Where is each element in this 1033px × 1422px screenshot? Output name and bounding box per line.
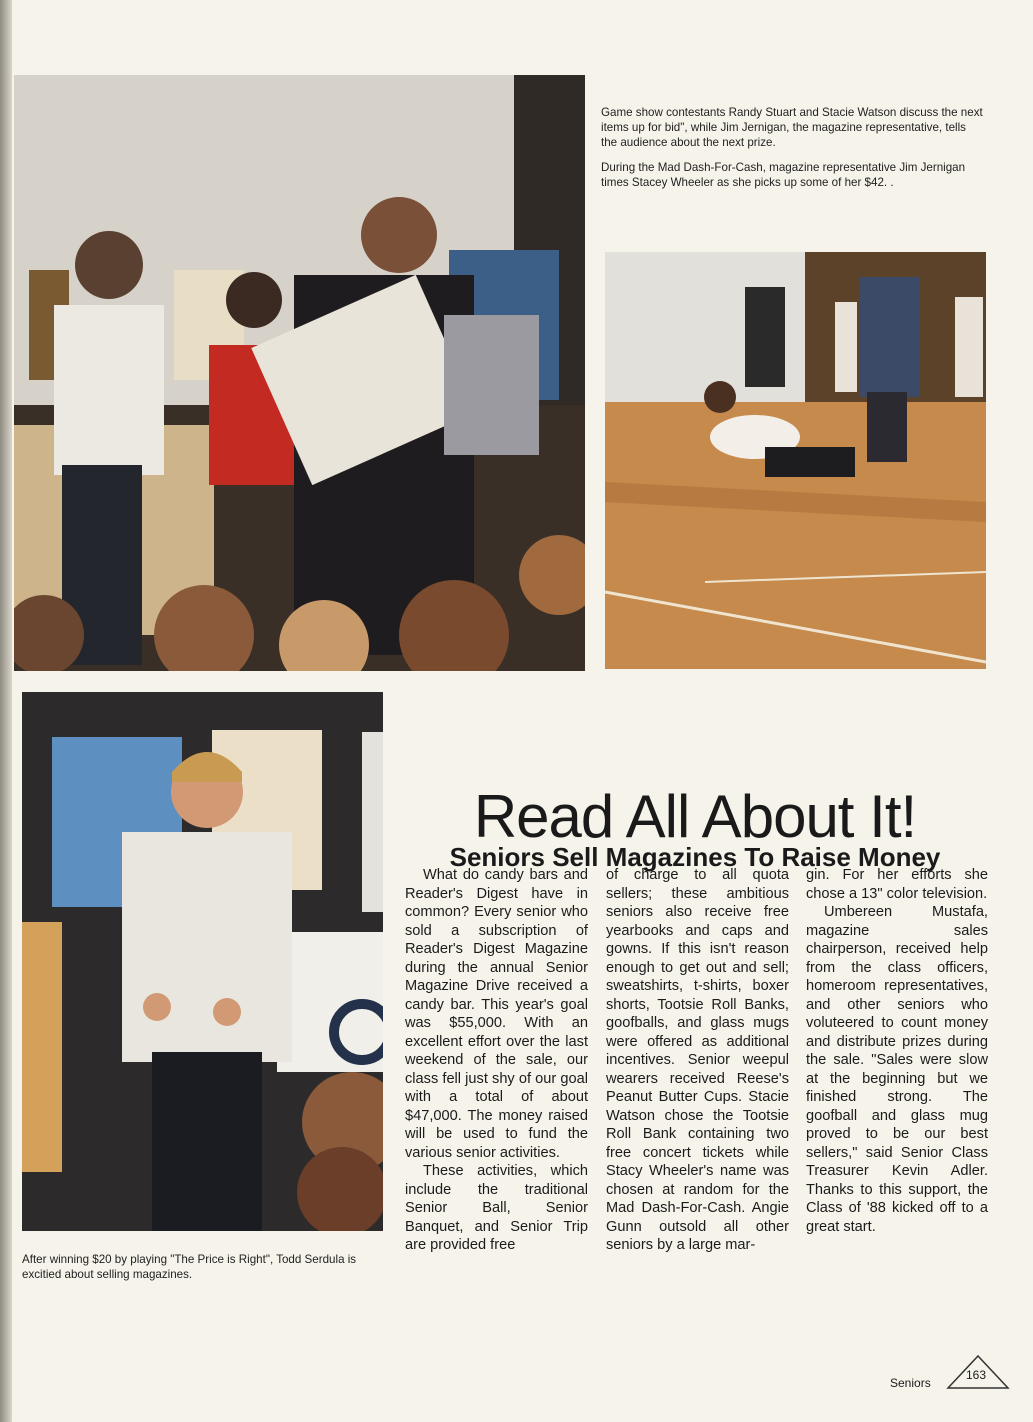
photo-game-show bbox=[14, 75, 585, 671]
article-headline: Read All About It! bbox=[473, 783, 917, 851]
photo-todd-serdula-image bbox=[22, 692, 383, 1231]
article-paragraph: gin. For her efforts she chose a 13" color television. bbox=[806, 867, 988, 902]
article-paragraph: These activities, which include the traditional Senior Ball, Senior Banquet, and Senior Trip are provided free bbox=[405, 1163, 588, 1253]
photo-game-show-image bbox=[14, 75, 585, 671]
page-spine-shadow bbox=[0, 0, 12, 1422]
article-column-1 bbox=[405, 866, 588, 1255]
article-subheadline: Seniors Sell Magazines To Raise Money bbox=[449, 841, 941, 872]
photo-todd-serdula bbox=[22, 692, 383, 1231]
article-paragraph: Umbereen Mustafa, magazine sales chairperson, received help from the class officers, homeroom representatives, and other seniors who voluteered to count money and distribute prizes during the sale. "Sales were slow at the beginning but we finished strong. The goofball and glass mug proved to be our best sellers," said Senior Class Treasurer Kevin Adler. Thanks to this support, the Class of '88 kicked off to a great start. bbox=[806, 904, 988, 1235]
article-column-2 bbox=[606, 866, 789, 1255]
photo-mad-dash-image bbox=[605, 252, 986, 669]
page-number: 163 bbox=[966, 1368, 987, 1382]
article-paragraph: What do candy bars and Reader's Digest have in common? Every senior who sold a subscription of Reader's Digest Magazine during the annual Senior Magazine Drive received a candy bar. This year's goal was $55,000. With an excellent effort over the last weekend of the sale, our class fell just shy of our goal with a total of about $47,000. The money raised will be used to fund the various senior activities. bbox=[405, 867, 588, 1161]
article-paragraph: of charge to all quota sellers; these ambitious seniors also receive free yearbooks and caps and gowns. If this isn't reason enough to get out and sell; sweatshirts, t-shirts, boxer shorts, Tootsie Roll Banks, goofballs, and glass mugs were offered as additional incentives. Senior weepul wearers received Reese's Peanut Butter Cups. Stacie Watson chose the Tootsie Roll Bank containing two free concert tickets while Stacy Wheeler's name was chosen at random for the Mad Dash-For-Cash. Angie Gunn outsold all other seniors by a large mar- bbox=[606, 867, 789, 1253]
footer-section-label: Seniors bbox=[890, 1376, 931, 1390]
article-column-3 bbox=[806, 866, 988, 1236]
caption-top bbox=[601, 105, 985, 200]
caption-todd-serdula: After winning $20 by playing "The Price is Right", Todd Serdula is excitied about selling magazines. bbox=[22, 1253, 357, 1281]
caption-game-show: Game show contestants Randy Stuart and Stacie Watson discuss the next items up for bid", while Jim Jernigan, the magazine representative, tells the audience about the next prize. bbox=[601, 106, 983, 149]
page-number-badge bbox=[944, 1354, 1010, 1390]
caption-mad-dash: During the Mad Dash-For-Cash, magazine representative Jim Jernigan times Stacey Wheeler as she picks up some of her $42. . bbox=[601, 161, 966, 189]
photo-mad-dash bbox=[605, 252, 986, 669]
